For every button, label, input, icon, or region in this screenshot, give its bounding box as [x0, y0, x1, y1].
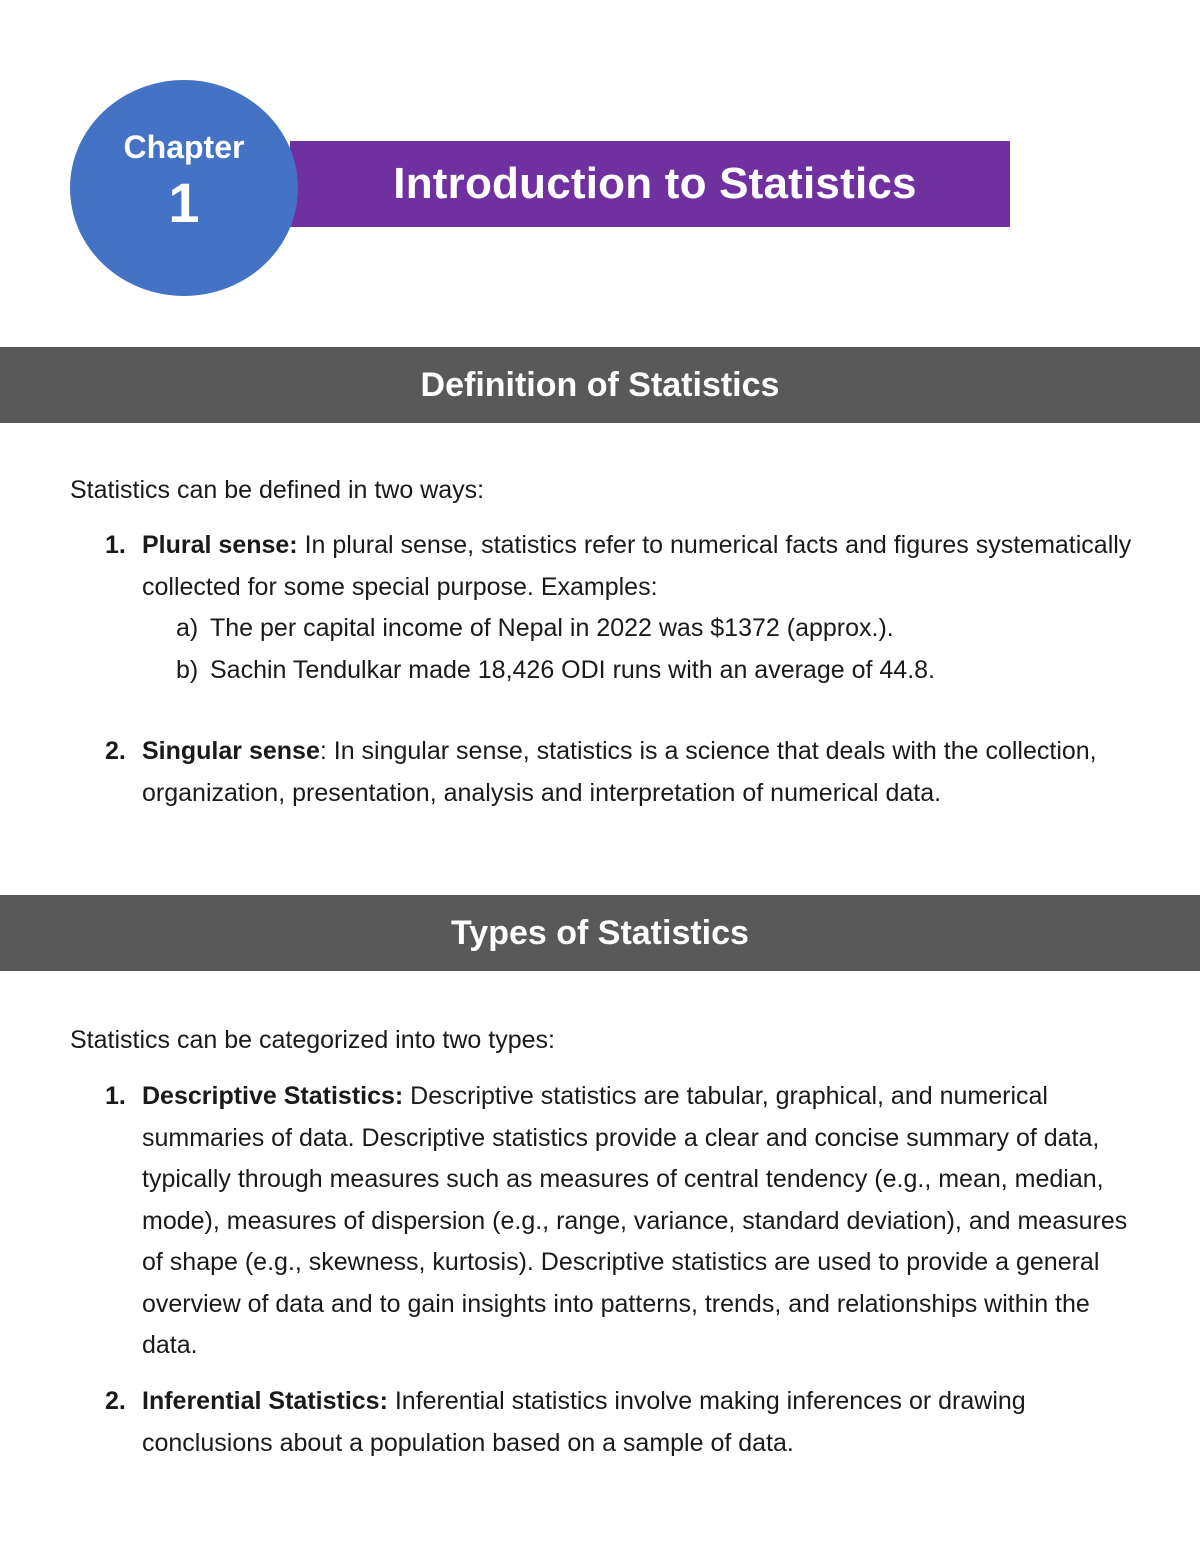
section-heading-text: Types of Statistics: [451, 913, 749, 952]
term-description: In plural sense, statistics refer to numerical facts and figures systematically collected for some special purpose. Examples:: [142, 531, 1132, 601]
list-number: 1.: [105, 1082, 126, 1110]
example-list: [142, 608, 1145, 691]
term-inferential-statistics: Inferential Statistics:: [142, 1387, 388, 1415]
chapter-badge: [70, 80, 298, 296]
list-number: 2.: [105, 1387, 126, 1415]
list-number: 2.: [105, 737, 126, 765]
term-description: Inferential statistics involve making inferences or drawing conclusions about a population based on a sample of data.: [142, 1387, 1026, 1457]
chapter-number: 1: [168, 171, 200, 234]
types-item-inferential: [105, 1381, 1145, 1464]
types-item-descriptive: [105, 1076, 1145, 1367]
term-plural-sense: Plural sense:: [142, 531, 298, 559]
list-item-content: [142, 1381, 1145, 1464]
definition-intro: Statistics can be defined in two ways:: [70, 476, 485, 504]
section-heading-text: Definition of Statistics: [420, 365, 780, 404]
definition-item-plural: [105, 525, 1145, 691]
section-heading-definition: [0, 347, 1200, 423]
chapter-label: Chapter: [123, 129, 245, 165]
term-description: : In singular sense, statistics is a science that deals with the collection, organization, presentation, analysis and interpretation of numerical data.: [142, 737, 1097, 807]
example-item: [142, 608, 1145, 650]
term-description: Descriptive statistics are tabular, graphical, and numerical summaries of data. Descriptive statistics provide a clear and concise summary of data, typically through measures such as measures of central tendency (e.g., mean, median, mode), measures of dispersion (e.g., range, variance, standard deviation), and measures of shape (e.g., skewness, kurtosis). Descriptive statistics are used to provide a general overview of data and to gain insights into patterns, trends, and relationships within the data.: [142, 1082, 1128, 1359]
chapter-title: Introduction to Statistics: [393, 159, 917, 208]
definition-item-singular: [105, 731, 1145, 814]
example-item: [142, 650, 1145, 692]
example-text: The per capital income of Nepal in 2022 was $1372 (approx.).: [210, 614, 894, 642]
term-singular-sense: Singular sense: [142, 737, 320, 765]
list-item-content: [142, 1076, 1145, 1367]
example-text: Sachin Tendulkar made 18,426 ODI runs with an average of 44.8.: [210, 655, 935, 684]
term-descriptive-statistics: Descriptive Statistics:: [142, 1082, 404, 1110]
types-intro: Statistics can be categorized into two types:: [70, 1026, 555, 1054]
list-item-content: [142, 731, 1145, 814]
list-item-content: [142, 525, 1145, 691]
chapter-title-band: [290, 141, 1010, 227]
section-heading-types: [0, 895, 1200, 971]
list-number: 1.: [105, 531, 126, 559]
example-letter: b): [176, 655, 199, 684]
example-letter: a): [176, 614, 199, 642]
